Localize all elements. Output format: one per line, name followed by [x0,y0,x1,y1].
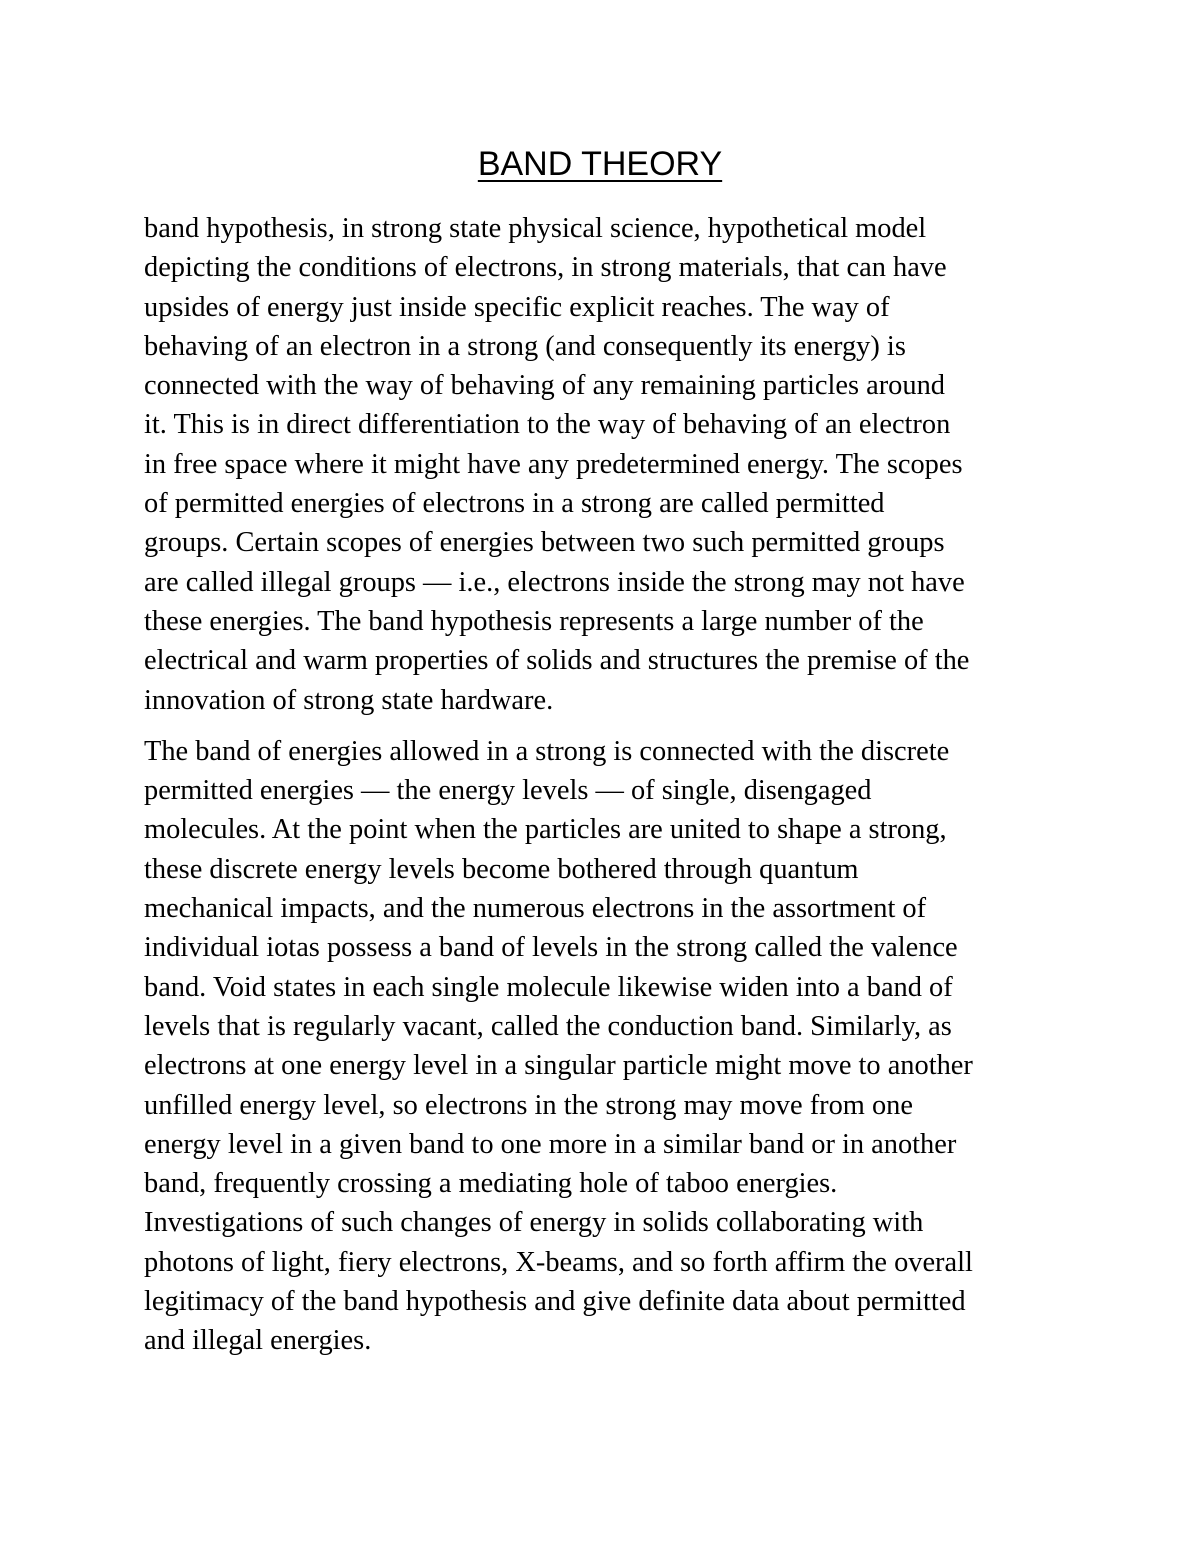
text-line: it. This is in direct differentiation to the way of behaving of an electron [144,409,951,441]
text-line: electrons at one energy level in a singular particle might move to another [144,1050,973,1082]
text-line: unfilled energy level, so electrons in the strong may move from one [144,1089,913,1121]
text-line: upsides of energy just inside specific explicit reaches. The way of [144,291,890,323]
text-line: connected with the way of behaving of any remaining particles around [144,370,945,402]
text-line: Investigations of such changes of energy in solids collaborating with [144,1207,924,1239]
text-line: band, frequently crossing a mediating hole of taboo energies. [144,1168,838,1200]
text-line: individual iotas possess a band of levels in the strong called the valence [144,932,958,964]
text-line: The band of energies allowed in a strong is connected with the discrete [144,735,950,767]
paragraph-1 [144,209,1064,720]
document-title-text: BAND THEORY [477,145,723,183]
text-line: and illegal energies. [144,1325,372,1357]
text-line: mechanical impacts, and the numerous electrons in the assortment of [144,893,927,925]
text-line: band. Void states in each single molecule likewise widen into a band of [144,971,953,1003]
paragraph-2 [144,732,1064,1361]
text-line: levels that is regularly vacant, called the conduction band. Similarly, as [144,1010,952,1042]
document-title [0,140,1200,188]
text-line: depicting the conditions of electrons, in strong materials, that can have [144,252,947,284]
text-line: permitted energies — the energy levels — of single, disengaged [144,775,872,807]
text-line: molecules. At the point when the particles are united to shape a strong, [144,814,947,846]
text-line: groups. Certain scopes of energies between two such permitted groups [144,527,945,559]
text-line: photons of light, fiery electrons, X-beams, and so forth affirm the overall [144,1246,973,1278]
text-line: these discrete energy levels become bothered through quantum [144,853,859,885]
text-line: legitimacy of the band hypothesis and give definite data about permitted [144,1286,966,1318]
text-line: in free space where it might have any predetermined energy. The scopes [144,448,963,480]
text-line: of permitted energies of electrons in a strong are called permitted [144,488,885,520]
text-line: electrical and warm properties of solids and structures the premise of the [144,645,970,677]
text-line: band hypothesis, in strong state physical science, hypothetical model [144,213,927,244]
text-line: energy level in a given band to one more in a similar band or in another [144,1128,957,1160]
text-line: behaving of an electron in a strong (and consequently its energy) is [144,330,906,362]
document-body [144,209,1064,1373]
text-line: innovation of strong state hardware. [144,684,554,716]
text-line: are called illegal groups — i.e., electrons inside the strong may not have [144,566,965,598]
text-line: these energies. The band hypothesis represents a large number of the [144,605,924,637]
